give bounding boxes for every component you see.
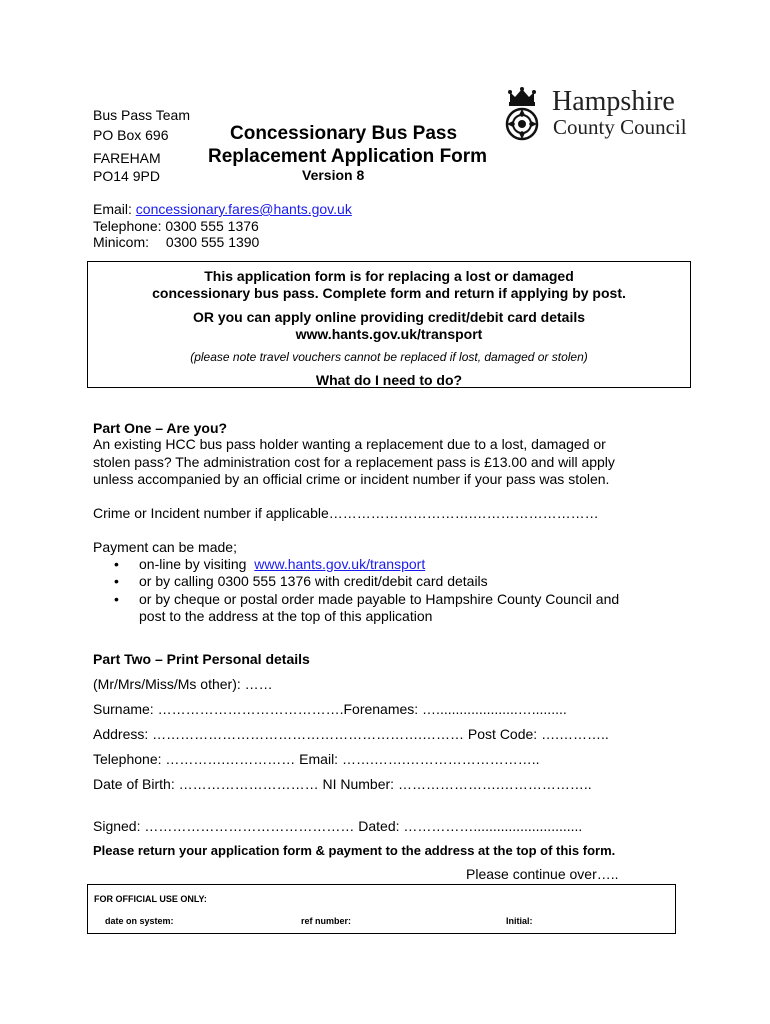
official-use-heading: FOR OFFICIAL USE ONLY: <box>94 894 207 904</box>
logo-name-line-1: Hampshire <box>552 86 675 117</box>
address-line-2: PO Box 696 <box>93 127 169 143</box>
part-one-para-line-1: An existing HCC bus pass holder wanting a replacement due to a lost, damaged or <box>93 436 606 452</box>
telephone-line: Telephone: 0300 555 1376 <box>93 218 259 234</box>
form-version: Version 8 <box>302 167 365 183</box>
logo-name-line-2: County Council <box>553 115 687 139</box>
payment-option-phone: or by calling 0300 555 1376 with credit/debit card details <box>139 573 488 589</box>
part-one-heading: Part One – Are you? <box>93 420 228 436</box>
part-two-heading: Part Two – Print Personal details <box>93 651 310 667</box>
crime-number-field[interactable]: Crime or Incident number if applicable………………………….……………………… <box>93 505 599 521</box>
address-postcode-field[interactable]: Address: ………………………………………………….……… Post Code: ….……….. <box>93 726 609 742</box>
minicom-row <box>93 234 259 251</box>
telephone-email-field[interactable]: Telephone: ………….…………… Email: …….…….……………………….. <box>93 751 540 767</box>
info-heading: What do I need to do? <box>315 372 463 388</box>
payment-intro: Payment can be made; <box>93 539 237 555</box>
info-line-4: www.hants.gov.uk/transport <box>295 326 483 342</box>
dob-ni-field[interactable]: Date of Birth: ………………………… NI Number: ………………….……………….. <box>93 776 592 792</box>
payment-option-cheque-line-2: post to the address at the top of this application <box>139 608 433 624</box>
crest-icon <box>500 86 544 144</box>
part-one-para-line-2: stolen pass? The administration cost for a replacement pass is £13.00 and will apply <box>93 454 615 470</box>
part-one-para-line-3: unless accompanied by an official crime or incident number if your pass was stolen. <box>93 471 610 487</box>
info-line-1: This application form is for replacing a lost or damaged <box>204 268 574 284</box>
initial-label: Initial: <box>506 916 533 926</box>
minicom-number: 0300 555 1390 <box>165 234 260 250</box>
continue-note: Please continue over….. <box>466 866 619 882</box>
bullet-icon: • <box>114 556 119 572</box>
address-line-1: Bus Pass Team <box>93 107 191 123</box>
form-title-line-2: Replacement Application Form <box>208 146 488 167</box>
official-use-box <box>87 884 676 934</box>
info-note: (please note travel vouchers cannot be replaced if lost, damaged or stolen) <box>190 350 588 364</box>
signed-dated-field[interactable]: Signed: ……………………………………… Dated: ……………............................ <box>93 818 583 834</box>
info-line-3: OR you can apply online providing credit/debit card details <box>192 309 586 325</box>
payment-option-online <box>139 556 425 573</box>
bullet-icon: • <box>114 591 119 607</box>
minicom-label: Minicom: <box>93 234 150 250</box>
transport-link[interactable]: www.hants.gov.uk/transport <box>254 556 426 572</box>
date-on-system-label: date on system: <box>105 916 174 926</box>
email-label: Email: <box>93 201 132 217</box>
email-row <box>93 201 352 218</box>
ref-number-label: ref number: <box>301 916 352 926</box>
address-line-3: FAREHAM <box>93 150 161 166</box>
payment-online-text: on-line by visiting <box>139 556 247 572</box>
form-title-line-1: Concessionary Bus Pass <box>230 123 458 144</box>
return-note: Please return your application form & payment to the address at the top of this form. <box>93 843 616 858</box>
bullet-icon: • <box>114 573 119 589</box>
email-link[interactable]: concessionary.fares@hants.gov.uk <box>135 201 352 217</box>
payment-option-cheque-line-1: or by cheque or postal order made payable to Hampshire County Council and <box>139 591 620 607</box>
title-field[interactable]: (Mr/Mrs/Miss/Ms other): …… <box>93 676 273 692</box>
info-line-2: concessionary bus pass. Complete form and return if applying by post. <box>152 285 626 301</box>
address-line-4: PO14 9PD <box>93 168 160 184</box>
surname-forenames-field[interactable]: Surname: ………………………………….Forenames: ….....................…......... <box>93 701 567 717</box>
info-box <box>87 261 691 388</box>
